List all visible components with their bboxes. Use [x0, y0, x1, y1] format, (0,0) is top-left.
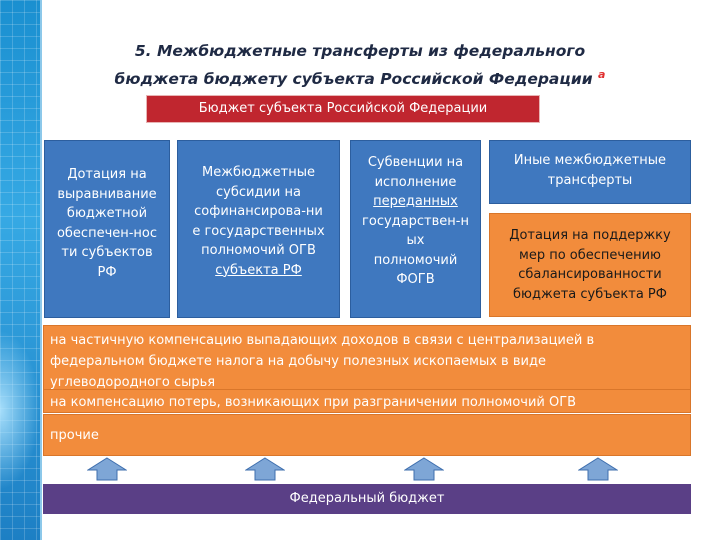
subsidies-line: субъекта РФ: [215, 262, 302, 278]
side-divider-line: [40, 0, 42, 540]
federal-budget-bar: Федеральный бюджет: [43, 484, 691, 514]
equalization-dotation-line: бюджетной: [66, 206, 148, 221]
subventions-line: исполнение: [374, 174, 457, 190]
subventions-line: ых: [406, 233, 425, 248]
slide-title-line-2: [60, 63, 660, 91]
balance-dotation-line: Дотация на поддержку: [509, 228, 671, 243]
other-transfers-line: Иные межбюджетные: [513, 153, 667, 168]
other-transfers-line: трансферты: [547, 172, 633, 188]
subventions-line: полномочий: [373, 252, 458, 268]
subsidies-line: полномочий ОГВ: [201, 243, 316, 258]
subventions-line: Субвенции на: [367, 155, 464, 170]
compensation-line: федеральном бюджете налога на добычу полезных ископаемых в виде: [50, 354, 546, 369]
equalization-dotation-line: Дотация на: [67, 167, 147, 182]
other-transfers-box: [489, 140, 691, 204]
footnote-mark: а: [598, 68, 606, 81]
compensation-line: углеводородного сырья: [50, 375, 216, 390]
equalization-dotation-line: РФ: [97, 264, 117, 280]
subject-budget-box: Бюджет субъекта Российской Федерации: [146, 95, 540, 123]
up-arrow-icon: [245, 457, 285, 481]
up-arrow-icon: [578, 457, 618, 481]
slide-title: [60, 40, 660, 91]
subsidies-line: е государственных: [192, 223, 325, 239]
balance-dotation-line: сбалансированности: [518, 267, 662, 282]
subventions-line: ФОГВ: [396, 272, 435, 287]
subventions-line: государствен-н: [362, 213, 469, 229]
balance-dotation-box: [489, 213, 691, 317]
subsidies-box: [177, 140, 340, 318]
equalization-dotation-line: выравнивание: [57, 186, 157, 202]
equalization-dotation-box: [44, 140, 170, 318]
subsidies-line: софинансирова-ни: [194, 204, 323, 219]
equalization-dotation-line: обеспечен-нос: [56, 225, 158, 241]
subventions-line: переданных: [373, 194, 458, 209]
slide-title-line-2-text: бюджета бюджету субъекта Российской Федерации: [114, 70, 593, 89]
subsidies-line: субсидии на: [216, 184, 301, 200]
balance-dotation-line: бюджета субъекта РФ: [513, 286, 667, 302]
compensation-band: [43, 325, 691, 390]
up-arrow-icon: [404, 457, 444, 481]
up-arrow-icon: [87, 457, 127, 481]
losses-band: на компенсацию потерь, возникающих при разграничении полномочий ОГВ: [43, 389, 691, 413]
equalization-dotation-line: ти субъектов: [61, 245, 153, 260]
subventions-box: [350, 140, 481, 318]
balance-dotation-line: мер по обеспечению: [519, 247, 661, 263]
decorative-side-band: [0, 0, 40, 540]
slide-title-line-1: 5. Межбюджетные трансферты из федерального: [134, 42, 586, 60]
compensation-line: на частичную компенсацию выпадающих доходов в связи с централизацией в: [50, 333, 595, 348]
subsidies-line: Межбюджетные: [202, 165, 315, 180]
other-band: прочие: [43, 414, 691, 456]
side-band-glow: [0, 330, 40, 490]
